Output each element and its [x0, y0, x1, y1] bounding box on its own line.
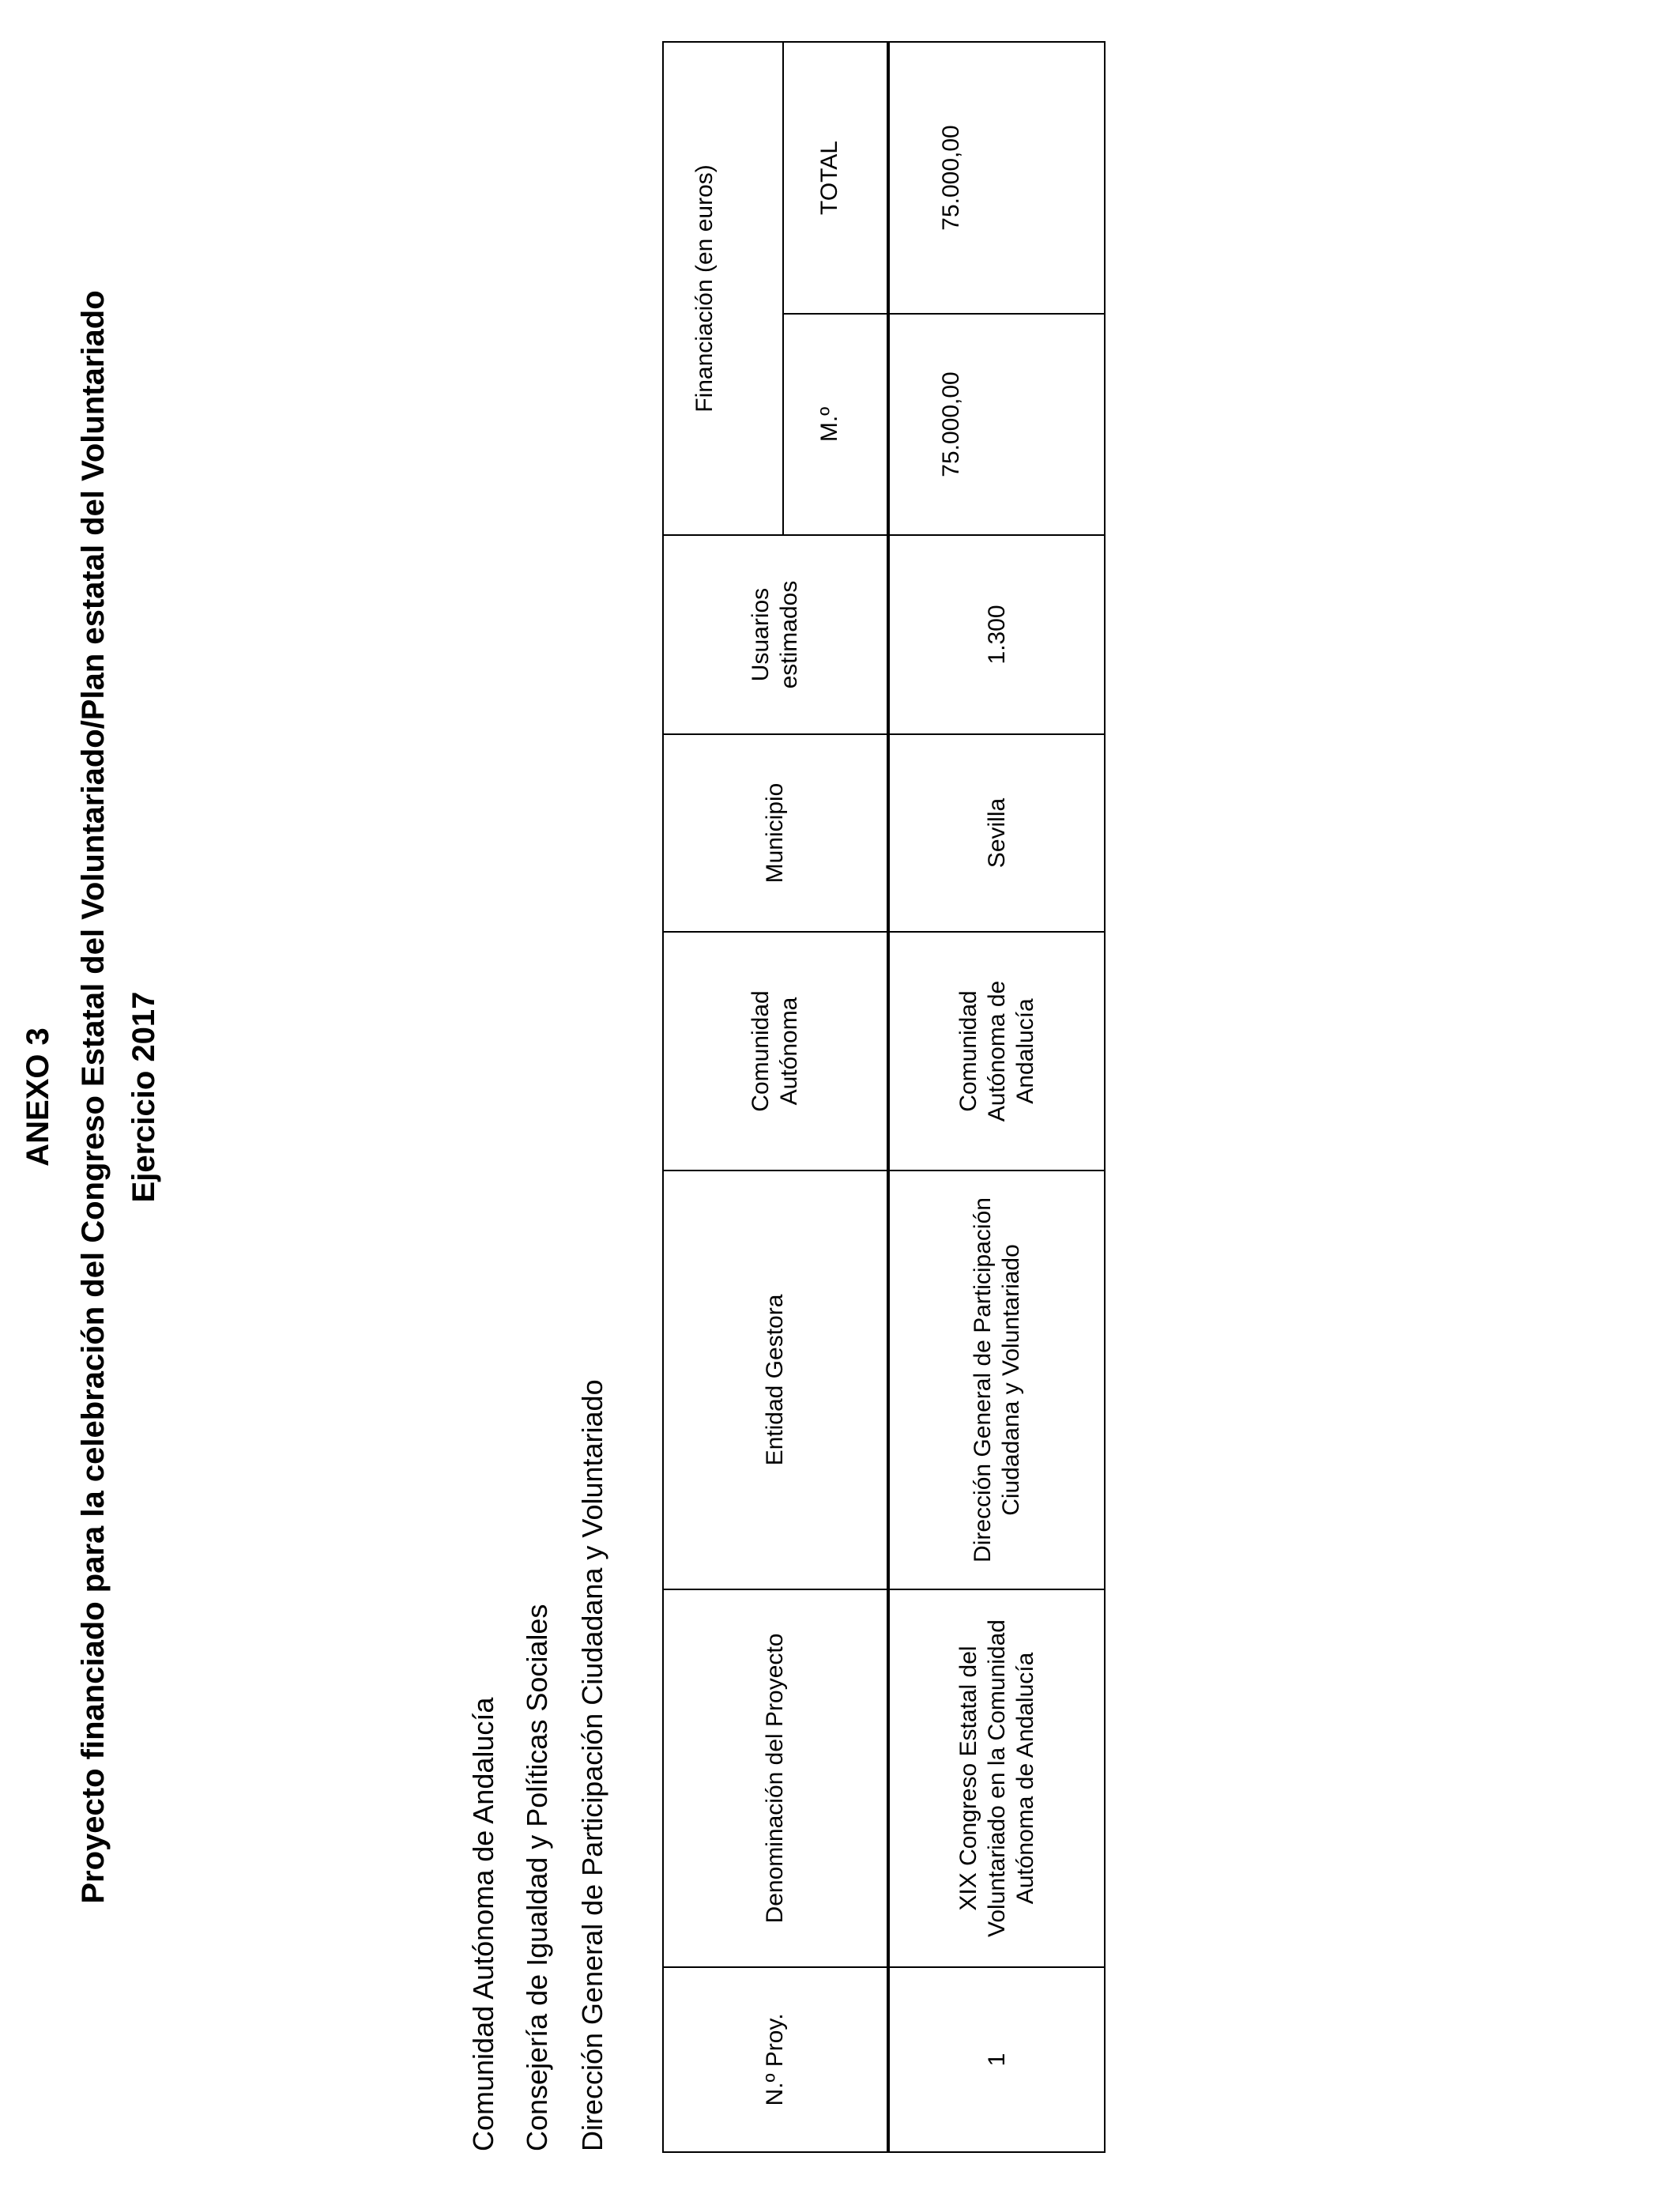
table-header-row: [663, 42, 783, 2152]
header-autonomous-community: Comunidad Autónoma: [663, 932, 888, 1171]
project-table: [662, 41, 1106, 2153]
cell-managing-entity: Dirección General de Participación Ciudadana y Voluntariado: [888, 1171, 1105, 1589]
annex-title: ANEXO 3: [21, 1027, 55, 1167]
org-directorate: Dirección General de Participación Ciudadana y Voluntariado: [576, 1379, 608, 2151]
cell-project-number: 1: [888, 1967, 1105, 2152]
header-project-name: Denominación del Proyecto: [663, 1589, 888, 1967]
header-ministry: M.º: [783, 314, 888, 535]
document-title: Proyecto financiado para la celebración del Congreso Estatal del Voluntariado/Plan estatal del Voluntariado: [76, 290, 111, 1904]
cell-municipality: Sevilla: [888, 734, 1105, 932]
header-financing: Financiación (en euros): [663, 42, 783, 535]
header-project-number: N.º Proy.: [663, 1967, 888, 2152]
table-row: [888, 42, 1105, 2152]
cell-project-name: XIX Congreso Estatal del Voluntariado en la Comunidad Autónoma de Andalucía: [888, 1589, 1105, 1967]
cell-estimated-users: 1.300: [888, 535, 1105, 734]
header-total: TOTAL: [783, 42, 888, 314]
header-municipality: Municipio: [663, 734, 888, 932]
cell-total-amount: 75.000,00: [888, 42, 1105, 314]
org-community: Comunidad Autónoma de Andalucía: [467, 1697, 499, 2151]
org-department: Consejería de Igualdad y Políticas Sociales: [521, 1604, 553, 2151]
cell-autonomous-community: Comunidad Autónoma de Andalucía: [888, 932, 1105, 1171]
header-estimated-users: Usuarios estimados: [663, 535, 888, 734]
header-managing-entity: Entidad Gestora: [663, 1171, 888, 1589]
cell-ministry-amount: 75.000,00: [888, 314, 1105, 535]
fiscal-year: Ejercicio 2017: [126, 991, 161, 1203]
